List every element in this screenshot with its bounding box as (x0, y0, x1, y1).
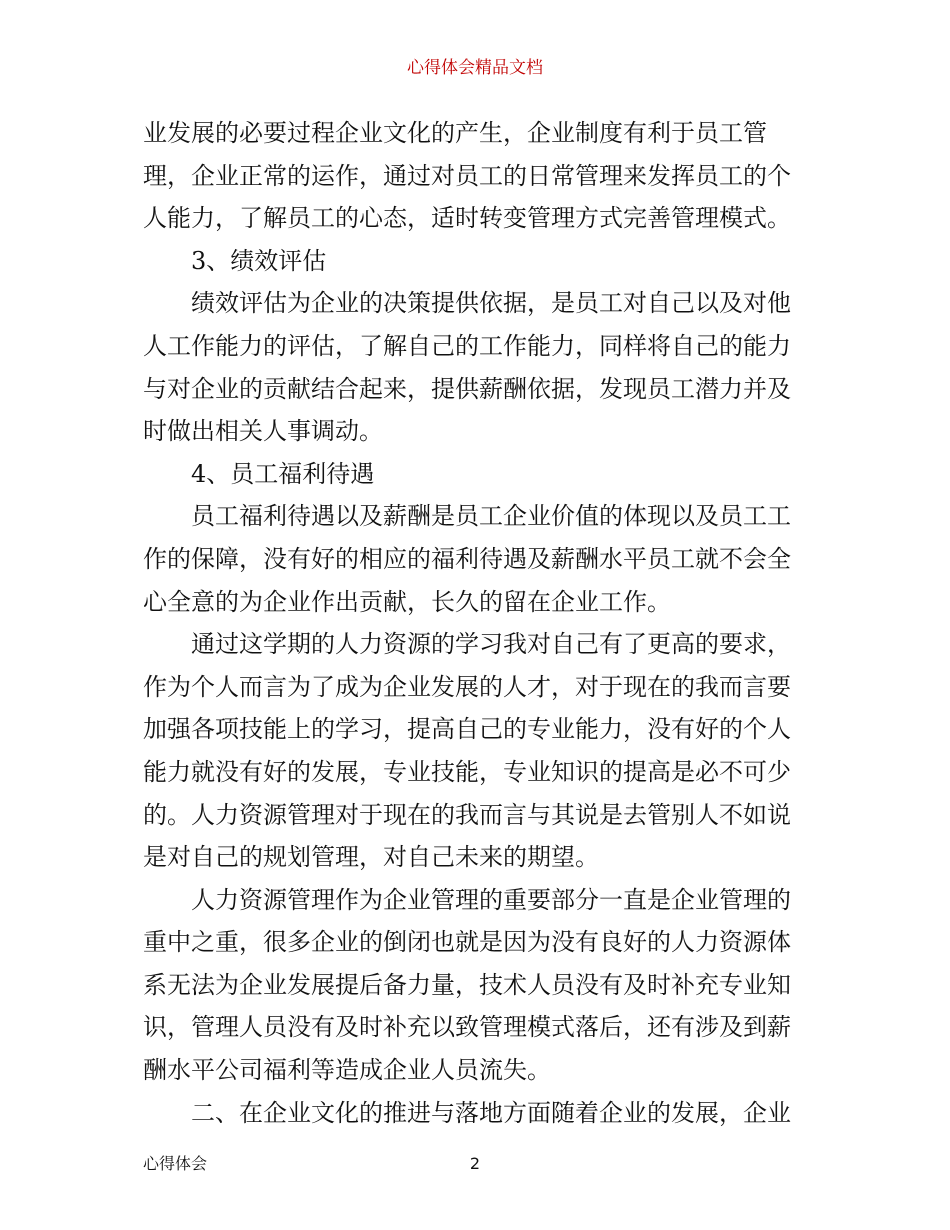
body-line: 是对自己的规划管理，对自己未来的期望。 (143, 843, 599, 872)
body-line: 人工作能力的评估，了解自己的工作能力，同样将自己的能力 (143, 331, 791, 360)
body-line: 识，管理人员没有及时补充以致管理模式落后，还有涉及到薪 (143, 1013, 791, 1042)
body-line: 的。人力资源管理对于现在的我而言与其说是去管别人不如说 (143, 800, 791, 829)
body-line: 员工福利待遇以及薪酬是员工企业价值的体现以及员工工 (191, 502, 791, 531)
body-line: 二、在企业文化的推进与落地方面随着企业的发展，企业 (191, 1098, 791, 1127)
footer-label: 心得体会 (143, 1154, 208, 1173)
body-line: 作的保障，没有好的相应的福利待遇及薪酬水平员工就不会全 (143, 544, 791, 573)
body-line: 加强各项技能上的学习，提高自己的专业能力，没有好的个人 (143, 715, 791, 744)
body-line: 能力就没有好的发展，专业技能，专业知识的提高是必不可少 (143, 757, 791, 786)
body-line: 人力资源管理作为企业管理的重要部分一直是企业管理的 (191, 885, 791, 914)
body-line: 业发展的必要过程企业文化的产生，企业制度有利于员工管 (143, 119, 767, 147)
body-line: 绩效评估为企业的决策提供依据，是员工对自己以及对他 (191, 289, 791, 318)
page-number: 2 (469, 1154, 481, 1173)
body-line: 酬水平公司福利等造成企业人员流失。 (143, 1056, 551, 1085)
document-header-title: 心得体会精品文档 (407, 58, 543, 78)
body-line: 与对企业的贡献结合起来，提供薪酬依据，发现员工潜力并及 (143, 374, 791, 403)
body-line: 作为个人而言为了成为企业发展的人才，对于现在的我而言要 (143, 672, 791, 701)
body-line: 重中之重，很多企业的倒闭也就是因为没有良好的人力资源体 (143, 928, 791, 957)
body-line: 心全意的为企业作出贡献，长久的留在企业工作。 (143, 587, 671, 616)
body-line: 时做出相关人事调动。 (143, 417, 383, 446)
body-line: 理，企业正常的运作，通过对员工的日常管理来发挥员工的个 (143, 161, 791, 190)
document-body (143, 112, 815, 1134)
section-heading: 4、员工福利待遇 (191, 459, 375, 488)
body-line: 系无法为企业发展提后备力量，技术人员没有及时补充专业知 (143, 970, 791, 999)
body-line: 通过这学期的人力资源的学习我对自己有了更高的要求， (191, 630, 791, 659)
body-line: 人能力，了解员工的心态，适时转变管理方式完善管理模式。 (143, 204, 791, 233)
section-heading: 3、绩效评估 (191, 246, 327, 275)
